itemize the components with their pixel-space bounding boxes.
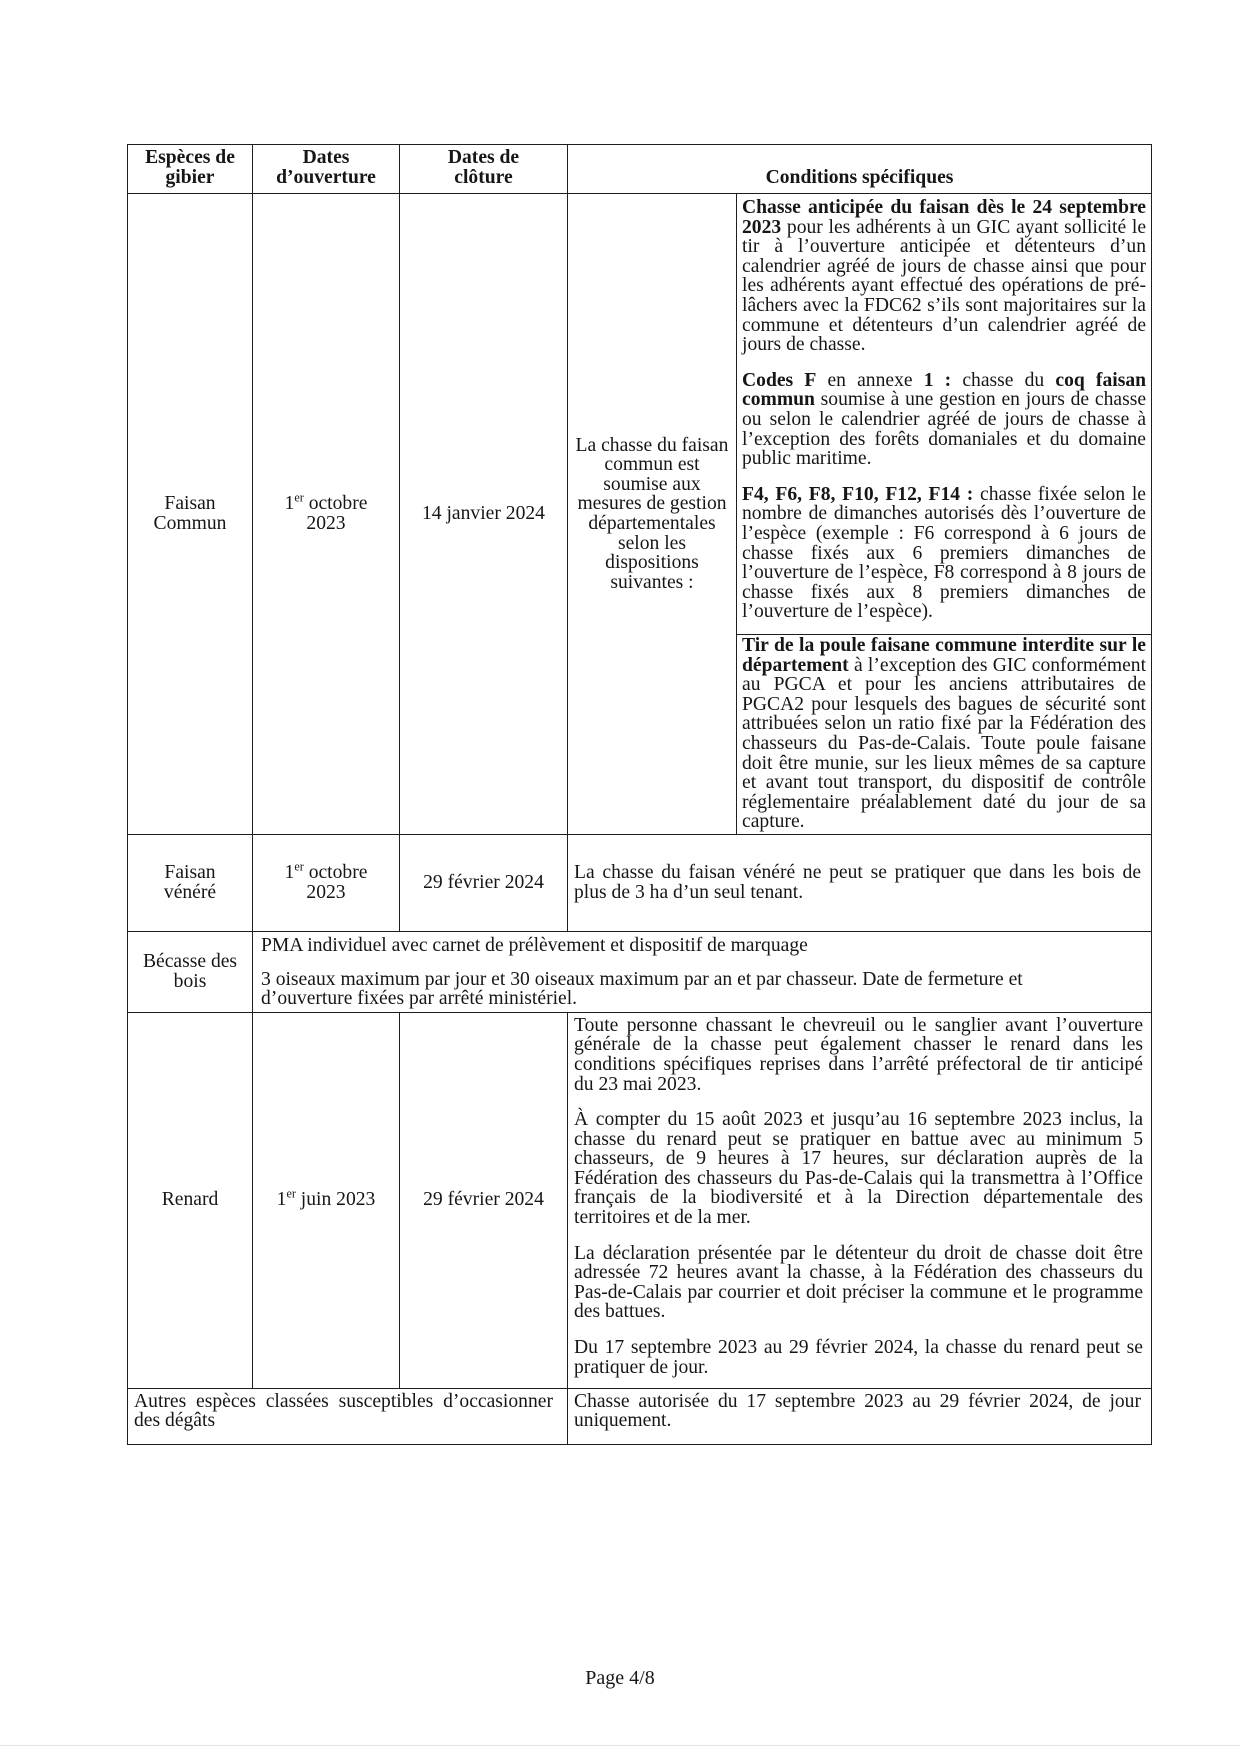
table-row-faisan-venere [128,834,1152,931]
opening-ordinal: er [294,859,304,874]
condition-anticipee-bold: Chasse anticipée du faisan dès le 24 septembre 2023 [742,197,1147,238]
table-row-becasse [128,931,1152,1012]
scan-edge-line [0,1745,1240,1746]
opening-rest: juin 2023 [300,1189,376,1211]
condition-f-codes-bold: F4, F6, F8, F10, F12, F14 : [742,483,974,505]
header-closing-label: Dates de clôture [447,147,520,188]
opening-month: octobre [308,862,368,884]
codes-f-seg-0: Codes F [742,369,817,391]
conditions-cell-becasse [253,931,1152,1012]
closing-cell-faisan-commun [400,194,568,835]
condition-poule-text: à l’exception des GIC conformément au PGCA et pour les anciens attributaires de PGCA2 pour lesquels des bagues de sécurité sont attribuées selon un ratio fixé par la Fédération des chasseurs du Pas-de-Calais. Toute poule faisane doit être munie, sur les lieux mêmes de sa capture et avant tout transport, du dispositif de contrôle réglementaire préalablement daté du jour de sa capture. [742,654,1147,833]
species-cell-becasse [128,931,253,1012]
codes-f-seg-3: chasse du [951,369,1056,391]
codes-f-seg-4: coq faisan commun [742,369,1147,411]
opening-cell-renard [253,1012,400,1388]
condition-codes-f [742,371,1146,469]
condition-text: La chasse du faisan vénéré ne peut se pratiquer que dans les bois de plus de 3 ha d’un seul tenant. [574,862,1142,903]
opening-month: octobre [308,493,368,515]
opening-cell-faisan-commun [253,194,400,835]
condition-quota: 3 oiseaux maximum par jour et 30 oiseaux maximum par an et par chasseur. Date de fermeture et d’ouverture fixées par arrêté ministériel. [261,968,1023,1010]
opening-ordinal: er [294,490,304,505]
species-cell-autres [128,1388,568,1444]
condition-text: Chasse autorisée du 17 septembre 2023 au 29 février 2024, de jour uniquement. [574,1390,1142,1432]
species-cell-faisan-venere [128,834,253,931]
condition-poule [742,636,1146,832]
condition-poule-bold: Tir de la poule faisane commune interdite sur le département [742,635,1147,676]
codes-f-seg-5: soumise à une gestion en jours de chasse ou selon le calendrier agréé de jours de chasse à l’exception des forêts domaniales et du domaine public maritime. [742,389,1147,470]
closing-cell-renard [400,1012,568,1388]
closing-cell-faisan-venere [400,834,568,931]
species-name: Renard [161,1189,219,1211]
header-opening-dates [253,145,400,194]
table-row-autres-especes [128,1388,1152,1444]
species-cell-faisan-commun [128,194,253,835]
header-species-label: Espèces de gibier [145,147,235,188]
management-note: La chasse du faisan commun est soumise aux mesures de gestion départementales selon les dispositions suivantes : [575,434,729,593]
condition-anticipee-text: pour les adhérents à un GIC ayant sollicité le tir à l’ouverture anticipée et détenteurs d’un calendrier agréé de jours de chasse ainsi que pour les adhérents ayant effectué des opérations de pré-lâchers avec la FDC62 s’ils sont majoritaires sur la commune et détenteurs d’un calendrier agréé de jours de chasse. [742,216,1147,356]
conditions-cell-autres [568,1388,1152,1444]
opening-ordinal: er [286,1186,296,1201]
condition-pma: PMA individuel avec carnet de prélèvement et dispositif de marquage [261,934,808,956]
header-conditions-label: Conditions spécifiques [765,167,954,189]
opening-year: 2023 [306,512,346,534]
conditions-cell-faisan-venere [568,834,1152,931]
closing-date: 29 février 2024 [423,872,544,894]
codes-f-seg-2: 1 : [923,369,952,391]
page-number: Page 4/8 [585,1667,655,1689]
condition-paragraph: Du 17 septembre 2023 au 29 février 2024, la chasse du renard peut se pratiquer de jour. [574,1337,1144,1378]
table-row-renard [128,1012,1152,1388]
header-opening-label: Dates d’ouverture [276,147,376,188]
condition-f-codes [742,485,1146,622]
table-header-row [128,145,1152,194]
opening-year: 2023 [306,881,346,903]
species-name: Autres espèces classées susceptibles d’occasionner des dégâts [134,1390,553,1432]
species-name: Faisan vénéré [163,862,217,903]
table-row-faisan-commun [128,194,1152,635]
conditions-cell-poule-faisane [737,635,1152,835]
conditions-cell-renard [568,1012,1152,1388]
species-name: Bécasse des bois [142,951,238,992]
condition-paragraph: À compter du 15 août 2023 et jusqu’au 16 septembre 2023 inclus, la chasse du renard peut se pratiquer en battue avec au minimum 5 chasseurs, de 9 heures à 17 heures, sur déclaration auprès de la Fédération des chasseurs du Pas-de-Calais qui la transmettra à l’Office français de la biodiversité et à la Direction départementale des territoires et de la mer. [574,1109,1144,1229]
species-name: Faisan Commun [153,493,227,534]
condition-f-codes-text: chasse fixée selon le nombre de dimanches autorisés dès l’ouverture de l’espèce (exemple : F6 correspond à 6 jours de chasse fixés aux 6 premiers dimanches de l’ouverture de l’espèce, F8 correspond à 8 jours de chasse fixés aux 8 premiers dimanches de l’ouverture de l’espèce). [742,483,1147,623]
opening-cell-faisan-venere [253,834,400,931]
closing-date: 14 janvier 2024 [422,503,545,525]
header-species [128,145,253,194]
management-note-cell [568,194,737,835]
opening-day: 1 [284,493,295,515]
hunting-seasons-table [127,144,1152,1445]
codes-f-seg-1: en annexe [816,369,924,391]
header-conditions [568,145,1152,194]
header-closing-dates [400,145,568,194]
condition-paragraph: La déclaration présentée par le détenteur du droit de chasse doit être adressée 72 heures avant la chasse, à la Fédération des chasseurs du Pas-de-Calais par courrier et doit préciser la commune et le programme des battues. [574,1242,1144,1323]
condition-anticipee [742,198,1146,355]
conditions-cell-faisan-commun [737,194,1152,635]
opening-day: 1 [276,1189,287,1211]
closing-date: 29 février 2024 [423,1189,544,1211]
opening-day: 1 [284,862,295,884]
condition-paragraph: Toute personne chassant le chevreuil ou le sanglier avant l’ouverture générale de la chasse peut également chasser le renard dans les conditions spécifiques reprises dans l’arrêté préfectoral de tir anticipé du 23 mai 2023. [574,1014,1144,1095]
species-cell-renard [128,1012,253,1388]
